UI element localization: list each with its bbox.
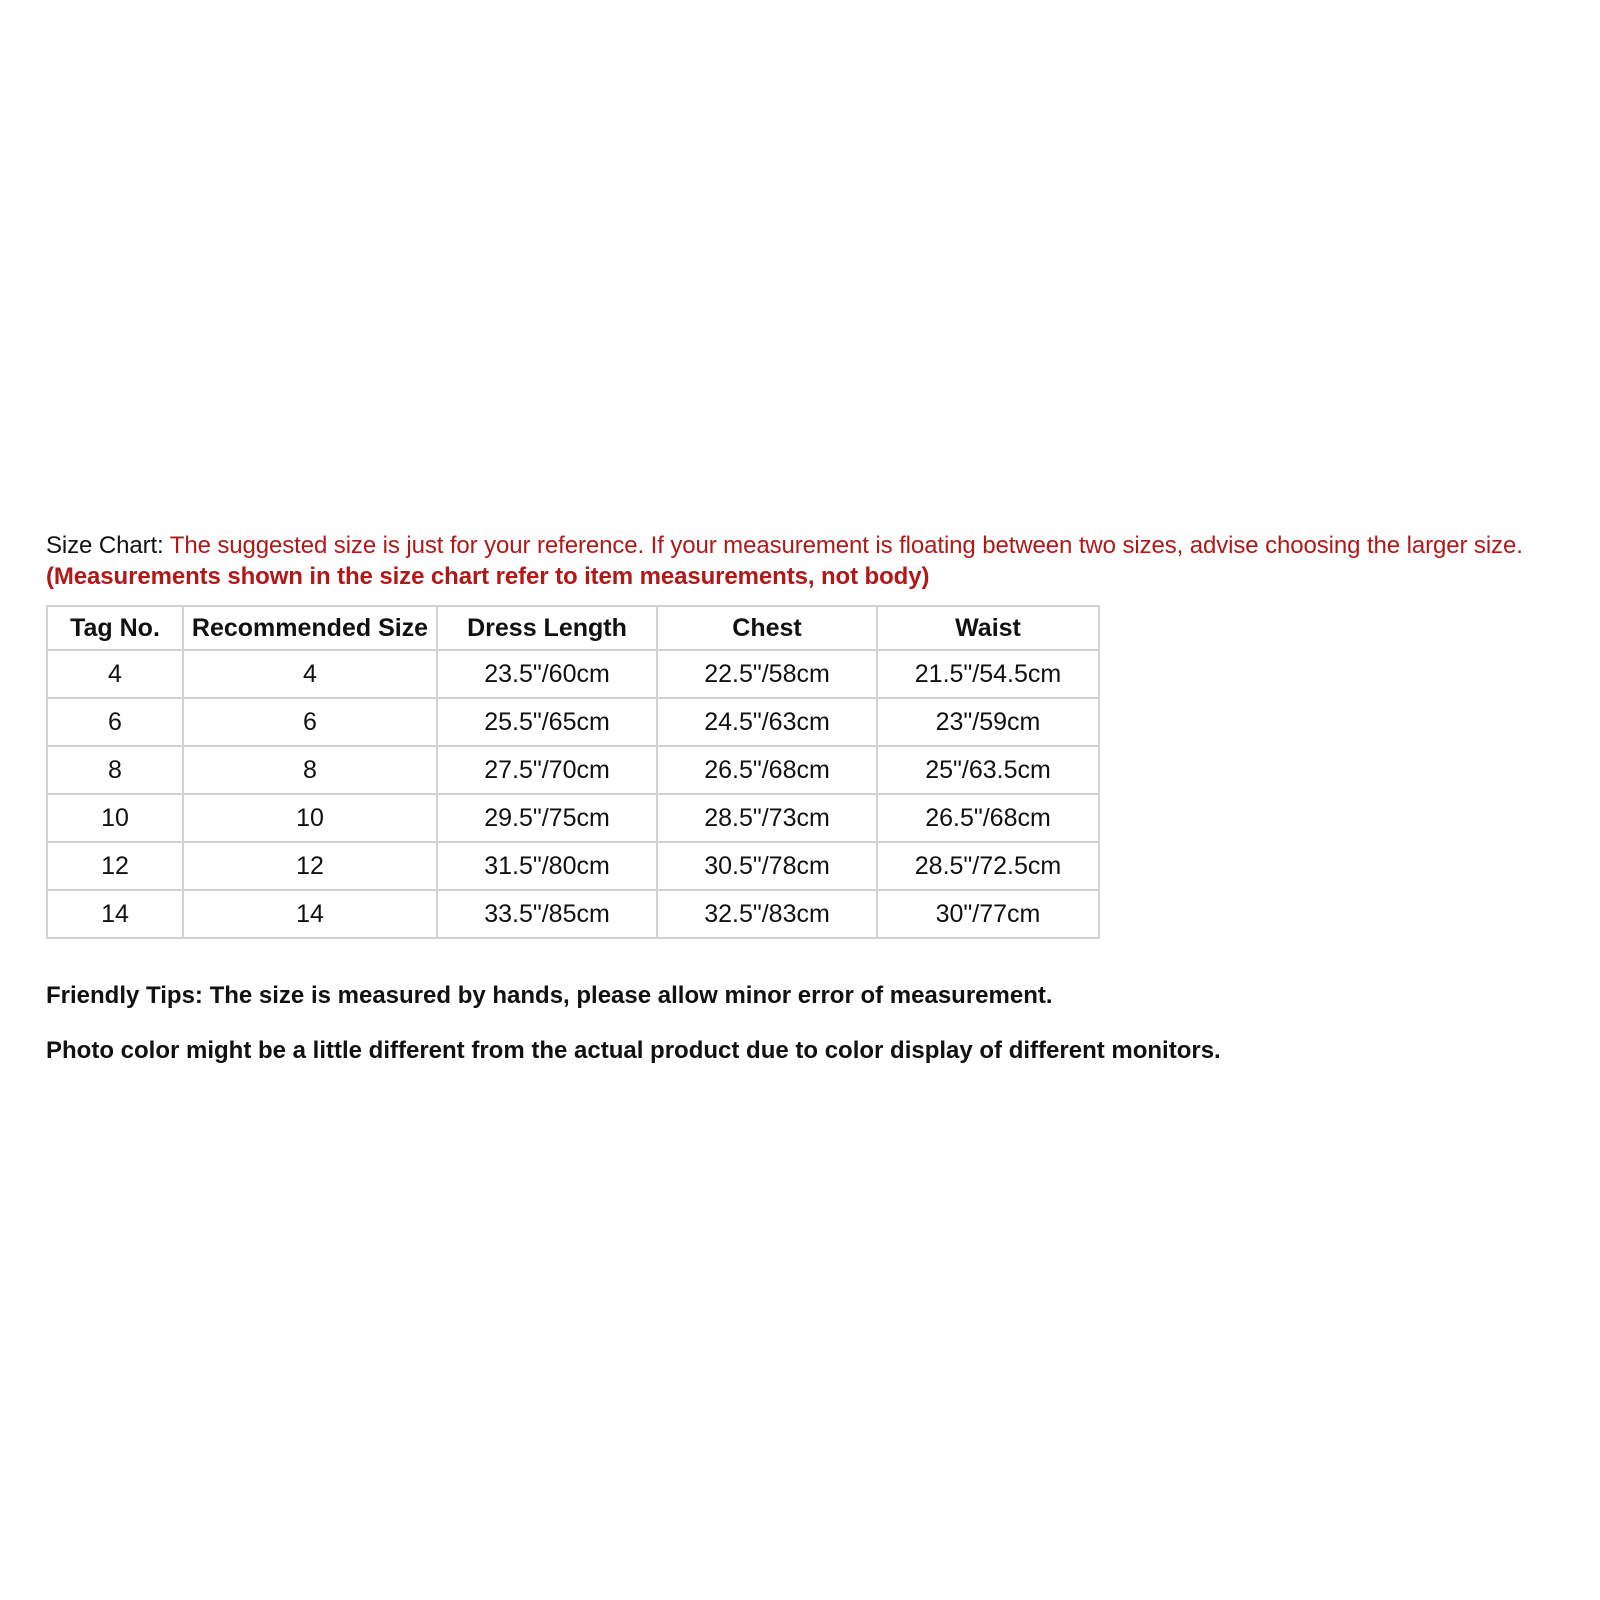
size-chart-table	[46, 605, 1100, 939]
header-tag-no: Tag No.	[47, 606, 183, 650]
cell-dress-length: 25.5"/65cm	[437, 698, 657, 746]
size-chart-advice: The suggested size is just for your reference. If your measurement is floating between two sizes, advise choosing the larger size.	[163, 532, 1523, 559]
cell-waist: 23"/59cm	[877, 698, 1099, 746]
photo-color-note: Photo color might be a little different from the actual product due to color display of different monitors.	[46, 1037, 1221, 1064]
cell-tag-no: 12	[47, 842, 183, 890]
cell-chest: 26.5"/68cm	[657, 746, 877, 794]
table-row	[47, 794, 1099, 842]
cell-chest: 24.5"/63cm	[657, 698, 877, 746]
cell-dress-length: 27.5"/70cm	[437, 746, 657, 794]
size-chart-measurement-note: (Measurements shown in the size chart refer to item measurements, not body)	[46, 563, 930, 590]
cell-dress-length: 23.5"/60cm	[437, 650, 657, 698]
cell-waist: 28.5"/72.5cm	[877, 842, 1099, 890]
table-row	[47, 746, 1099, 794]
cell-chest: 32.5"/83cm	[657, 890, 877, 938]
header-chest: Chest	[657, 606, 877, 650]
cell-chest: 30.5"/78cm	[657, 842, 877, 890]
cell-waist: 21.5"/54.5cm	[877, 650, 1099, 698]
header-dress-length: Dress Length	[437, 606, 657, 650]
cell-tag-no: 8	[47, 746, 183, 794]
cell-recommended-size: 6	[183, 698, 437, 746]
cell-chest: 28.5"/73cm	[657, 794, 877, 842]
cell-chest: 22.5"/58cm	[657, 650, 877, 698]
cell-recommended-size: 10	[183, 794, 437, 842]
table-row	[47, 842, 1099, 890]
cell-tag-no: 14	[47, 890, 183, 938]
table-header-row	[47, 606, 1099, 650]
cell-dress-length: 33.5"/85cm	[437, 890, 657, 938]
cell-recommended-size: 14	[183, 890, 437, 938]
cell-dress-length: 31.5"/80cm	[437, 842, 657, 890]
cell-recommended-size: 12	[183, 842, 437, 890]
size-chart-notice	[46, 530, 1576, 592]
cell-dress-length: 29.5"/75cm	[437, 794, 657, 842]
cell-tag-no: 6	[47, 698, 183, 746]
header-waist: Waist	[877, 606, 1099, 650]
friendly-tips-text: Friendly Tips: The size is measured by hands, please allow minor error of measurement.	[46, 982, 1053, 1009]
size-chart-label: Size Chart:	[46, 532, 164, 559]
table-row	[47, 890, 1099, 938]
cell-waist: 30"/77cm	[877, 890, 1099, 938]
cell-tag-no: 4	[47, 650, 183, 698]
header-recommended-size: Recommended Size	[183, 606, 437, 650]
table-row	[47, 650, 1099, 698]
cell-tag-no: 10	[47, 794, 183, 842]
cell-recommended-size: 4	[183, 650, 437, 698]
table-row	[47, 698, 1099, 746]
cell-waist: 26.5"/68cm	[877, 794, 1099, 842]
cell-recommended-size: 8	[183, 746, 437, 794]
cell-waist: 25"/63.5cm	[877, 746, 1099, 794]
